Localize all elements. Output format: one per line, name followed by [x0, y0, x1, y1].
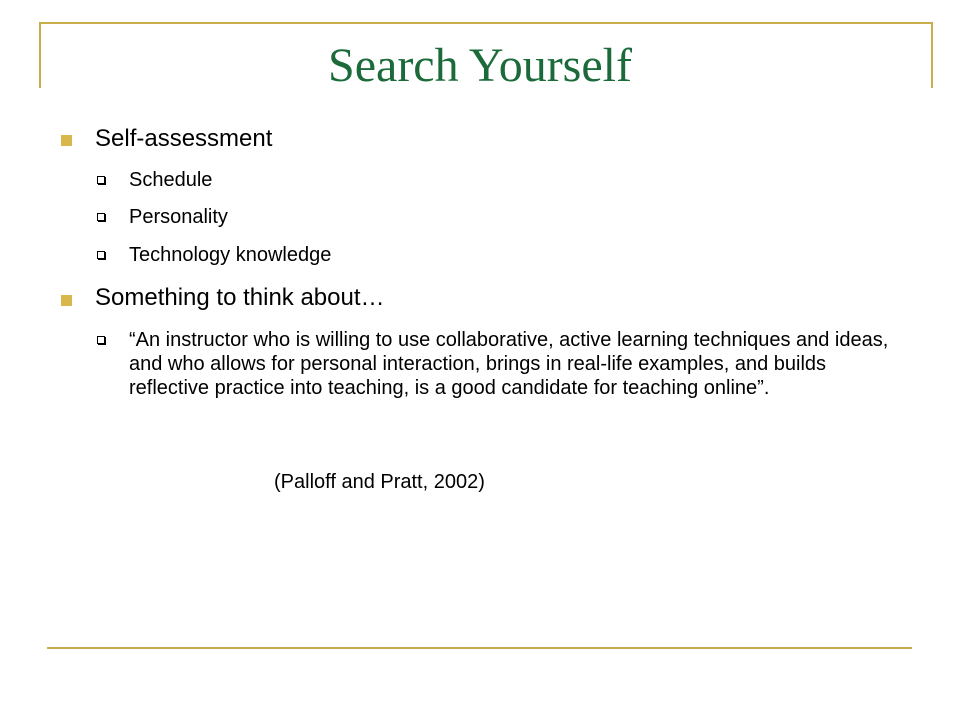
citation: (Palloff and Pratt, 2002)	[274, 471, 485, 493]
section-heading: Self-assessment	[95, 125, 273, 152]
hollow-square-bullet-icon	[97, 176, 105, 184]
square-bullet-icon	[61, 135, 72, 146]
section-heading: Something to think about…	[95, 284, 385, 311]
hollow-square-bullet-icon	[97, 251, 105, 259]
frame-bottom-line	[47, 647, 912, 649]
list-item: Schedule	[129, 169, 213, 191]
frame-top-line	[40, 22, 933, 24]
list-item: Technology knowledge	[129, 244, 332, 266]
square-bullet-icon	[61, 295, 72, 306]
list-item: Personality	[129, 206, 228, 228]
hollow-square-bullet-icon	[97, 336, 105, 344]
hollow-square-bullet-icon	[97, 213, 105, 221]
slide-title: Search Yourself	[328, 39, 632, 92]
quote-text: “An instructor who is willing to use collaborative, active learning techniques and ideas, and who allows for personal interaction, brings in real-life examples, and builds reflective practice into teaching, is a good candidate for teaching online”.	[129, 329, 889, 399]
